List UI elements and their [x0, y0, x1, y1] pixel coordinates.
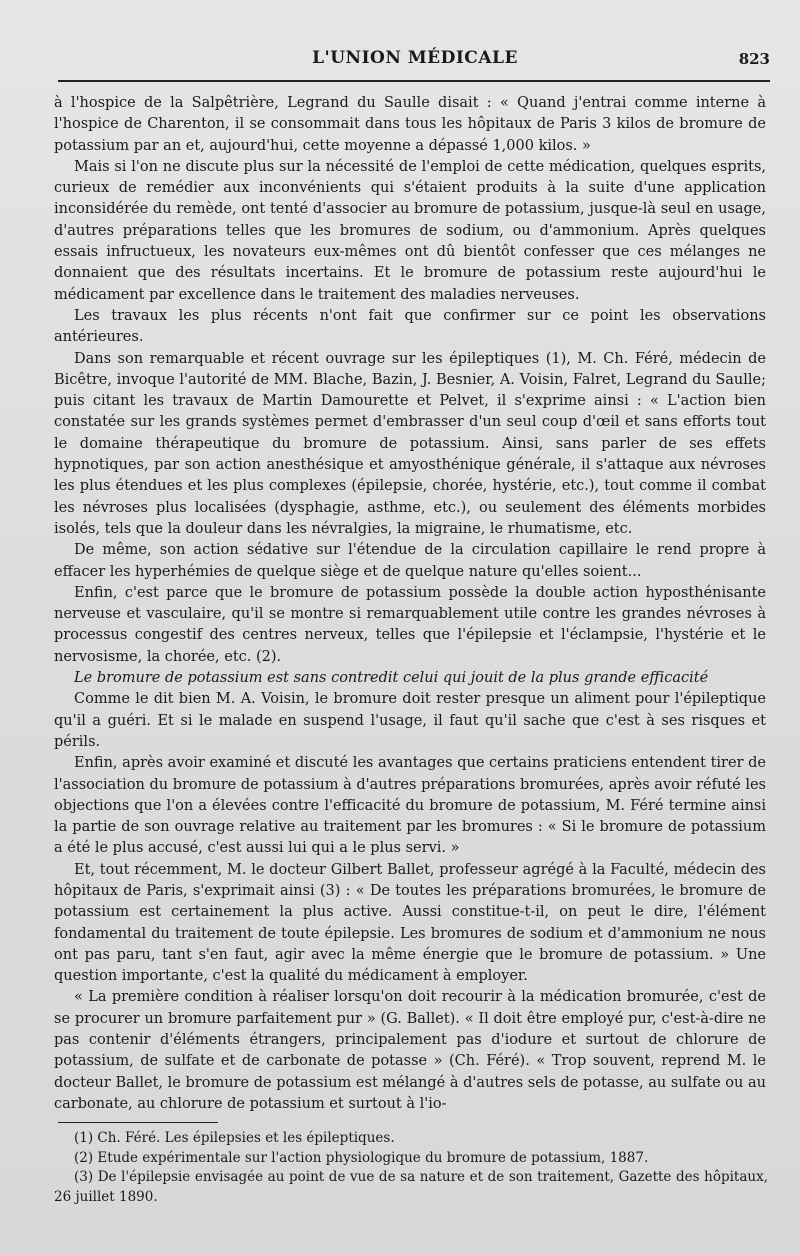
paragraph: Enfin, après avoir examiné et discuté les avantages que certains praticiens entendent tirer de l'association du bromure de potassium à d'autres préparations bromurées, après avoir réfuté les objections que l'on a élevées contre l'efficacité du bromure de potassium, M. Féré termine ainsi la partie de son ouvrage relative au traitement par les bromures : « Si le bromure de potassium a été le plus accusé, c'est aussi lui qui a le plus servi. »	[54, 755, 766, 857]
journal-title: L'UNION MÉDICALE	[312, 48, 518, 68]
header-rule	[58, 80, 770, 82]
footnote: (3) De l'épilepsie envisagée au point de vue de sa nature et de son traitement, Gazette des hôpitaux, 26 juillet 1890.	[54, 1169, 768, 1205]
paragraph: Et, tout récemment, M. le docteur Gilbert Ballet, professeur agrégé à la Faculté, médecin des hôpitaux de Paris, s'exprimait ainsi (3) : « De toutes les préparations bromurées, le bromure de potassium est certainement la plus active. Aussi constitue-t-il, on peut le dire, l'élément fondamental du traitement de toute épilepsie. Les bromures de sodium et d'ammonium ne nous ont pas paru, tant s'en faut, agir avec la même énergie que le bromure de potassium. » Une question importante, c'est la qualité du médicament à employer.	[54, 861, 766, 985]
footnote: (2) Etude expérimentale sur l'action physiologique du bromure de potassium, 1887.	[74, 1149, 649, 1166]
article-body	[54, 93, 766, 1115]
paragraph: « La première condition à réaliser lorsqu'on doit recourir à la médication bromurée, c'est de se procurer un bromure parfaitement pur » (G. Ballet). « Il doit être employé pur, c'est-à-dire ne pas contenir d'éléments étrangers, principalement pas d'iodure et surtout de chlorure de potassium, de sulfate et de carbonate de potasse » (Ch. Féré). « Trop souvent, reprend M. le docteur Ballet, le bromure de potassium est mélangé à d'autres sels de potasse, au sulfate ou au carbonate, au chlorure de potassium et surtout à l'io-	[54, 989, 766, 1112]
paragraph: De même, son action sédative sur l'étendue de la circulation capillaire le rend propre à effacer les hyperhémies de quelque siège et de quelque nature qu'elles soient...	[54, 542, 766, 580]
paragraph: Comme le dit bien M. A. Voisin, le bromure doit rester presque un aliment pour l'épileptique qu'il a guéri. Et si le malade en suspend l'usage, il faut qu'il sache que c'est à ses risques et périls.	[54, 691, 766, 750]
paragraph: à l'hospice de la Salpêtrière, Legrand du Saulle disait : « Quand j'entrai comme interne à l'hospice de Charenton, il se consommait dans tous les hôpitaux de Paris 3 kilos de bromure de potassium par an et, aujourd'hui, cette moyenne a dépassé 1,000 kilos. »	[54, 95, 766, 154]
paragraph: Les travaux les plus récents n'ont fait que confirmer sur ce point les observations antérieures.	[54, 307, 766, 346]
paragraph: Enfin, c'est parce que le bromure de potassium possède la double action hyposthénisante nerveuse et vasculaire, qu'il se montre si remarquablement utile contre les grandes névroses à processus congestif des centres nerveux, telles que l'épilepsie et l'éclampsie, l'hystérie et le nervosisme, la chorée, etc. (2).	[54, 584, 766, 665]
page-number: 823	[738, 50, 770, 68]
footnotes	[54, 1129, 768, 1207]
running-head	[60, 48, 770, 72]
footnote: (1) Ch. Féré. Les épilepsies et les épileptiques.	[74, 1130, 395, 1146]
paragraph: Le bromure de potassium est sans contredit celui qui jouit de la plus grande efficacité	[74, 670, 709, 687]
footnote-rule	[58, 1122, 218, 1123]
paragraph: Dans son remarquable et récent ouvrage sur les épileptiques (1), M. Ch. Féré, médecin de Bicêtre, invoque l'autorité de MM. Blache, Bazin, J. Besnier, A. Voisin, Falret, Legrand du Saulle; puis citant les travaux de Martin Damourette et Pelvet, il s'exprime ainsi : « L'action bien constatée sur les grands systèmes permet d'embrasser d'un seul coup d'œil et sans efforts tout le domaine thérapeutique du bromure de potassium. Ainsi, sans parler de ses effets hypnotiques, par son action anesthésique et amyosthénique générale, il s'attaque aux névroses les plus étendues et les plus complexes (épilepsie, chorée, hystérie, etc.), tout comme il combat les névroses plus localisées (dysphagie, asthme, etc.), ou seulement des éléments morbides isolés, tels que la douleur dans les névralgies, la migraine, le rhumatisme, etc.	[54, 350, 766, 537]
paragraph: Mais si l'on ne discute plus sur la nécessité de l'emploi de cette médication, quelques esprits, curieux de remédier aux inconvénients qui s'étaient produits à la suite d'une application inconsidérée du remède, ont tenté d'associer au bromure de potassium, jusque-là seul en usage, d'autres préparations telles que les bromures de sodium, ou d'ammonium. Après quelques essais infructueux, les novateurs eux-mêmes ont dû bientôt confesser que ces mélanges ne donnaient que des résultats incertains. Et le bromure de potassium reste aujourd'hui le médicament par excellence dans le traitement des maladies nerveuses.	[54, 158, 766, 303]
